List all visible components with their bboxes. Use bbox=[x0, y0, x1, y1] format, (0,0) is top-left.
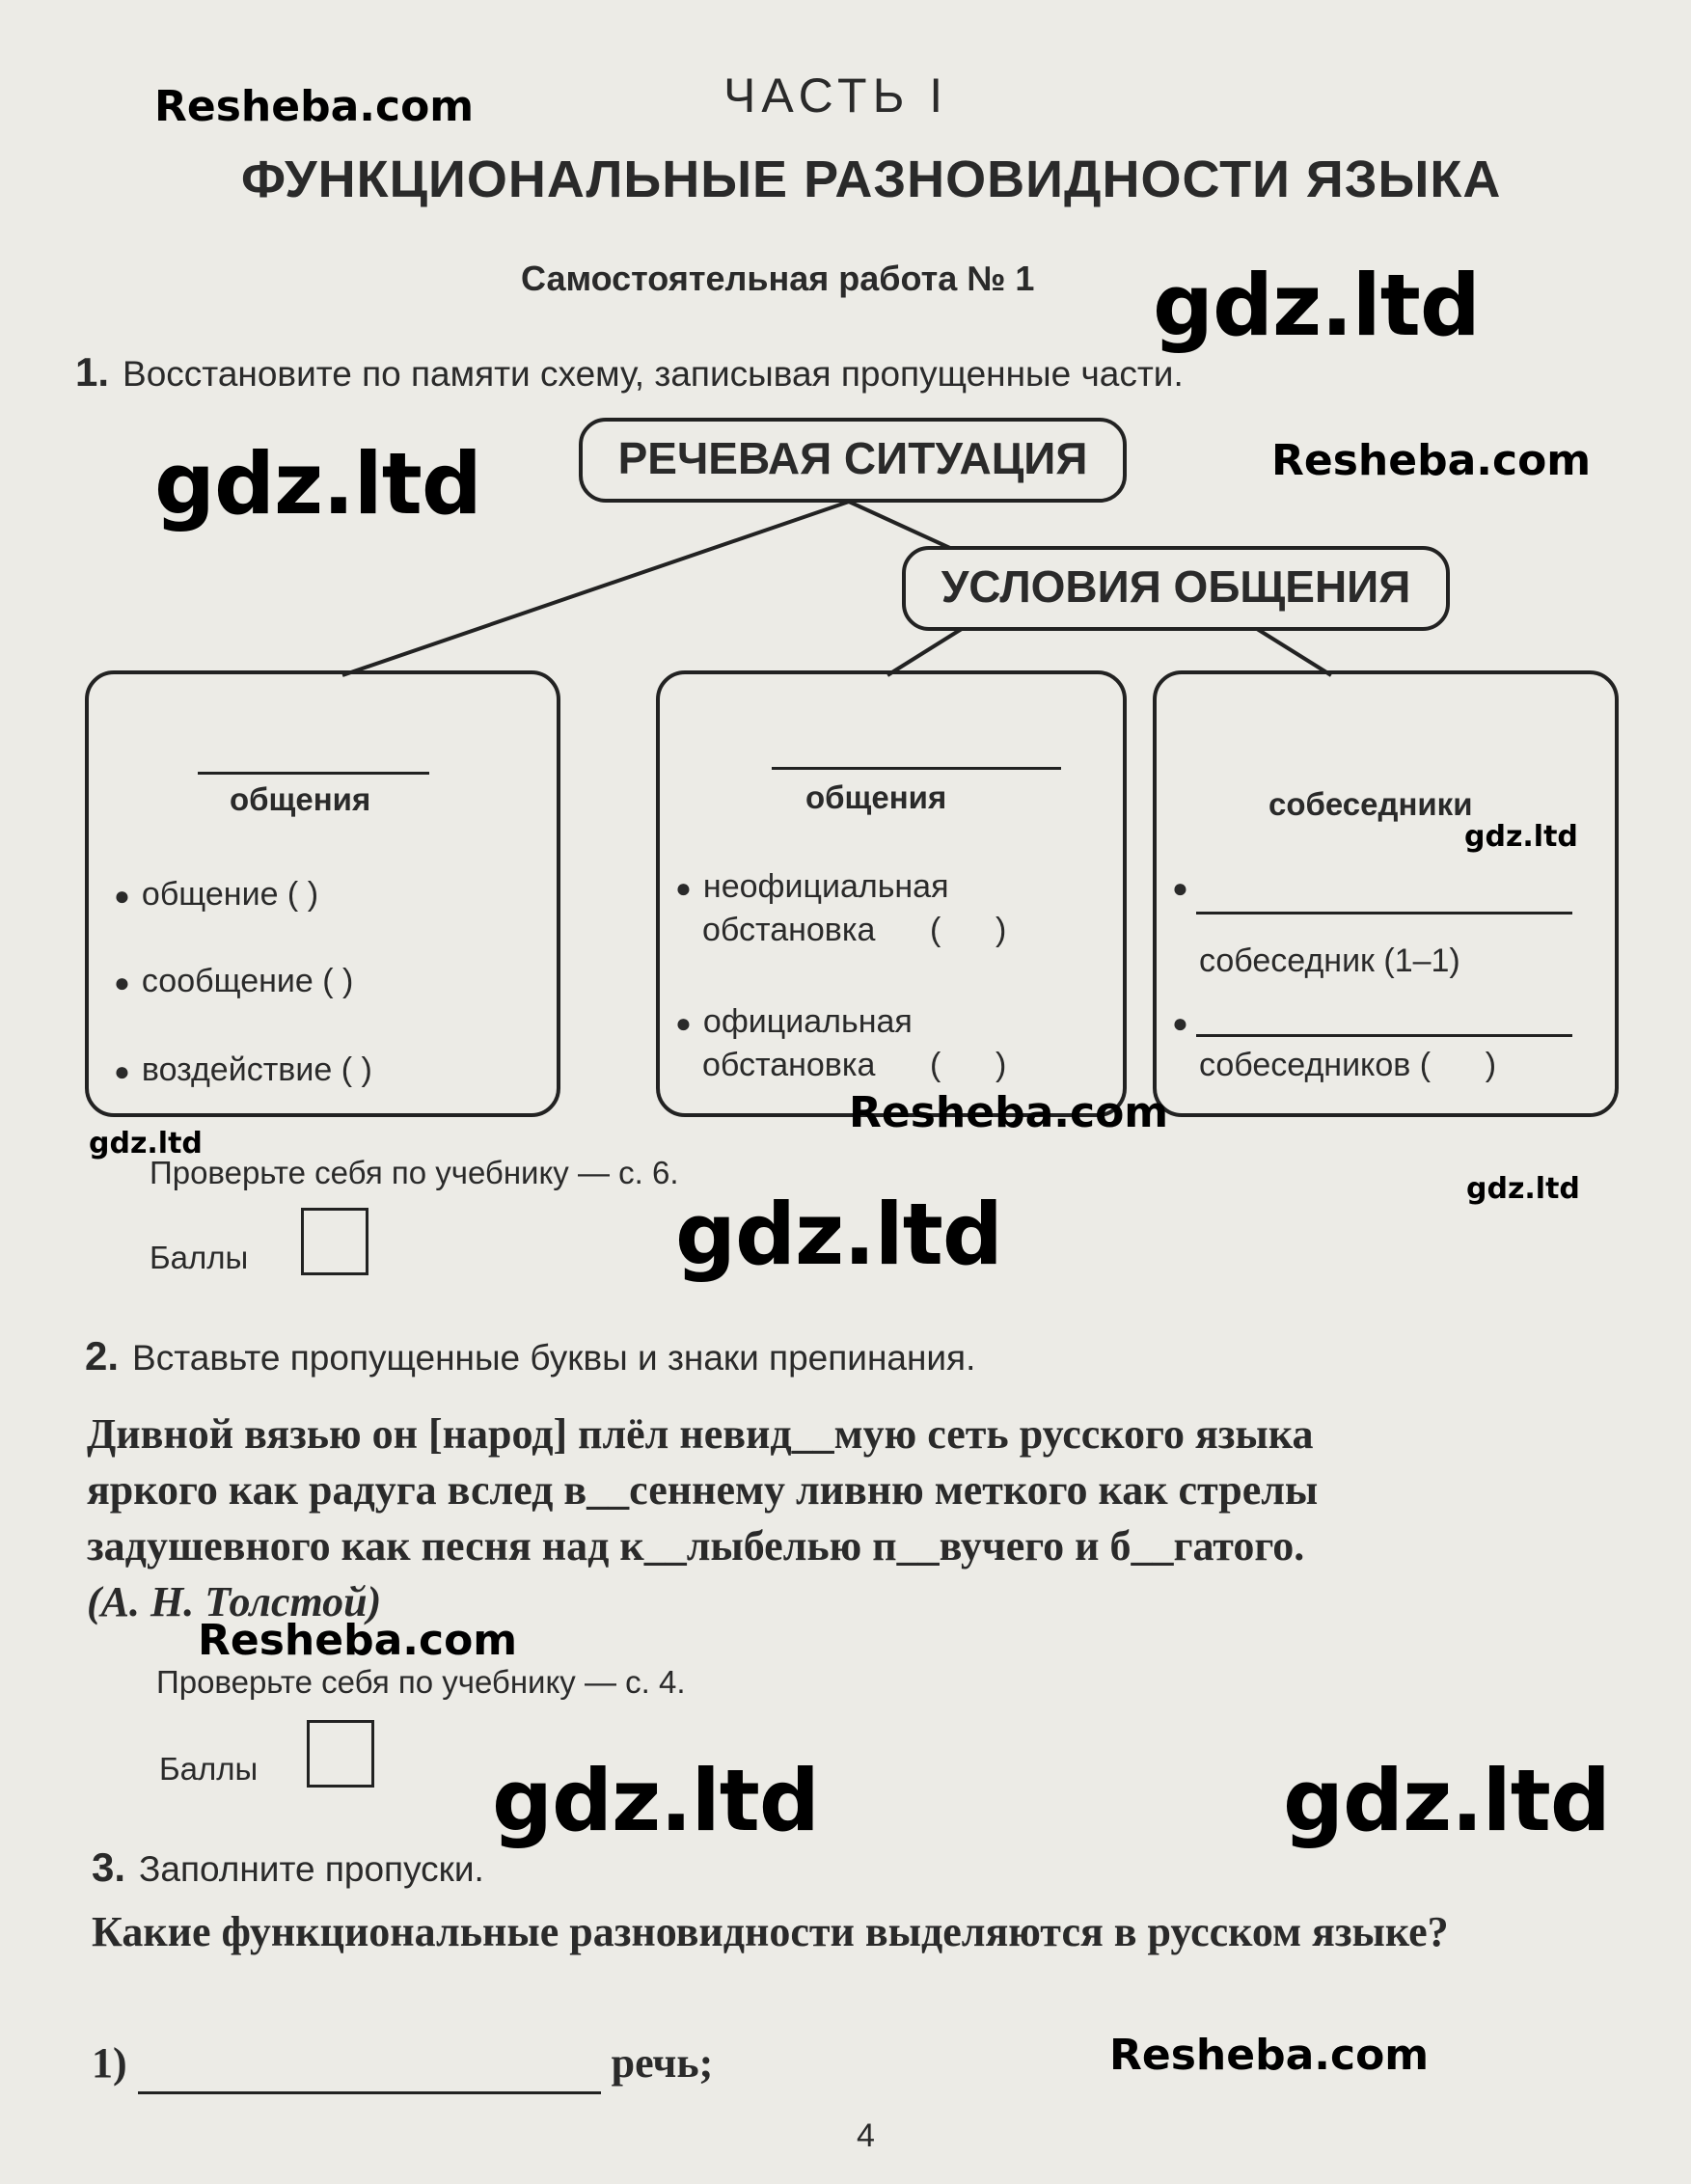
right-box-heading: собеседники bbox=[1268, 786, 1473, 822]
task2-line-3: задушевного как песня над к__лыбелью п__вучего и б__гатого. bbox=[87, 1522, 1305, 1570]
right-box-item: собеседников ( ) bbox=[1199, 1047, 1497, 1083]
page-number: 4 bbox=[857, 2117, 875, 2154]
scheme-middle-node: УСЛОВИЯ ОБЩЕНИЯ bbox=[902, 546, 1450, 631]
page-title: ФУНКЦИОНАЛЬНЫЕ РАЗНОВИДНОСТИ ЯЗЫКА bbox=[241, 150, 1502, 208]
watermark-gdz: gdz.ltd bbox=[675, 1185, 1002, 1284]
task2-line-1: Дивной вязью он [народ] плёл невид__мую сеть русского языка bbox=[87, 1410, 1314, 1458]
task3-number: 3. bbox=[92, 1844, 126, 1890]
watermark-resheba: Resheba.com bbox=[849, 1088, 1169, 1137]
task2-score-box[interactable] bbox=[307, 1720, 374, 1788]
task2-number: 2. bbox=[85, 1333, 120, 1379]
task2-author: (А. Н. Толстой) bbox=[87, 1578, 382, 1625]
task3-answer-1: 1) речь; bbox=[92, 2035, 713, 2094]
watermark-gdz: gdz.ltd bbox=[1283, 1751, 1610, 1850]
blank-line[interactable] bbox=[198, 772, 429, 775]
watermark-resheba: Resheba.com bbox=[154, 82, 475, 131]
answer-blank[interactable] bbox=[138, 2035, 601, 2094]
center-box-item: ● неофициальная bbox=[675, 868, 949, 905]
right-box-bullet: ● bbox=[1172, 1008, 1188, 1038]
center-box-item: ● официальная bbox=[675, 1003, 913, 1040]
task3-text: Заполните пропуски. bbox=[139, 1849, 484, 1889]
blank-line[interactable] bbox=[772, 767, 1061, 770]
watermark-gdz: gdz.ltd bbox=[492, 1751, 819, 1850]
task2-line-2: яркого как радуга вслед в__сеннему ливню меткого как стрелы bbox=[87, 1466, 1319, 1514]
task2-prompt bbox=[85, 1333, 975, 1379]
task3-prompt bbox=[92, 1844, 484, 1891]
blank-line[interactable] bbox=[1196, 1034, 1572, 1037]
task1-score-label: Баллы bbox=[150, 1240, 249, 1275]
scheme-top-node: РЕЧЕВАЯ СИТУАЦИЯ bbox=[579, 418, 1127, 503]
watermark-resheba: Resheba.com bbox=[1109, 2031, 1430, 2080]
task3-question: Какие функциональные разновидности выделяются в русском языке? bbox=[92, 1908, 1449, 1955]
watermark-gdz: gdz.ltd bbox=[154, 434, 481, 533]
center-box-heading: общения bbox=[805, 779, 947, 815]
task1-score-box[interactable] bbox=[301, 1208, 368, 1275]
task2-text: Вставьте пропущенные буквы и знаки препинания. bbox=[132, 1338, 976, 1378]
right-box-item: собеседник (1–1) bbox=[1199, 942, 1460, 979]
left-box-item: ● общение ( ) bbox=[114, 876, 319, 913]
task1-text: Восстановите по памяти схему, записывая пропущенные части. bbox=[123, 354, 1184, 394]
center-box-item: обстановка ( ) bbox=[702, 912, 1007, 948]
task2-check: Проверьте себя по учебнику — с. 4. bbox=[156, 1664, 686, 1700]
watermark-resheba: Resheba.com bbox=[198, 1616, 518, 1665]
task1-check: Проверьте себя по учебнику — с. 6. bbox=[150, 1155, 679, 1190]
watermark-gdz: gdz.ltd bbox=[1466, 1172, 1580, 1206]
left-box-heading: общения bbox=[230, 781, 371, 817]
left-box-item: ● сообщение ( ) bbox=[114, 963, 354, 999]
watermark-gdz: gdz.ltd bbox=[89, 1127, 203, 1160]
center-box-item: обстановка ( ) bbox=[702, 1047, 1007, 1083]
watermark-resheba: Resheba.com bbox=[1271, 436, 1592, 485]
watermark-gdz: gdz.ltd bbox=[1464, 820, 1578, 854]
task1-number: 1. bbox=[75, 349, 110, 395]
task2-score-label: Баллы bbox=[159, 1751, 259, 1787]
watermark-gdz: gdz.ltd bbox=[1153, 256, 1480, 355]
work-subtitle: Самостоятельная работа № 1 bbox=[521, 259, 1035, 298]
part-heading: ЧАСТЬ I bbox=[723, 68, 949, 123]
blank-line[interactable] bbox=[1196, 912, 1572, 915]
right-box-bullet: ● bbox=[1172, 873, 1188, 903]
left-box-item: ● воздействие ( ) bbox=[114, 1051, 372, 1088]
